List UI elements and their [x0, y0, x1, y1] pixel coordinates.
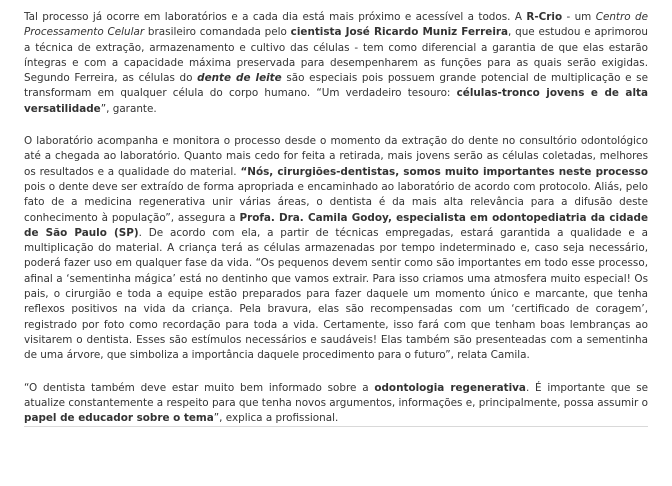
bottom-divider — [24, 426, 648, 427]
lab-name: R-Crio — [526, 11, 563, 23]
lab-description: Centro de Processamento Celular — [24, 11, 648, 39]
scientist-name: cientista José Ricardo Muniz Ferreira — [290, 26, 509, 39]
emphasis-educator-role: papel de educador sobre o tema — [24, 412, 214, 425]
emphasis-stem-cells: células-tronco jovens e de alta versatilidade — [24, 87, 648, 115]
paragraph-1: Tal processo já ocorre em laboratórios e a cada dia está mais próximo e acessível a todos. A R-Crio - um Centro de Processamento Celular brasileiro comandada pelo cientista José Ricardo Muniz Ferreira, que estudou e aprimorou a técnica de extração, armazenamento e cultivo das células - tem como diferencial a garantia de que elas estarão íntegras e com a capacidade máxima preservada para desempenharem as funções para as quais serão exigidas. Segundo Ferreira, as células do dente de leite são especiais pois possuem grande potencial de multiplicação e se transformam em qualquer célula do corpo humano. “Um verdadeiro tesouro: células-tronco jovens e de alta versatilidade”, garante. — [24, 11, 648, 115]
paragraph-2: O laboratório acompanha e monitora o processo desde o momento da extração do dente no consultório odontológico até a chegada ao laboratório. Quanto mais cedo for feita a retirada, mais jovens serão as células coletadas, melhores os resultados e a qualidade do material. “Nós, cirurgiões-dentistas, somos muito importantes neste processo pois o dente deve ser extraído de forma apropriada e encaminhado ao laboratório de acordo com protocolo. Aliás, pelo fato de a medicina regenerativa unir várias áreas, o dentista é da mais alta relevância para a difusão deste conhecimento à população”, assegura a Profa. Dra. Camila Godoy, especialista em odontopediatria da cidade de São Paulo (SP). De acordo com ela, a partir de técnicas empregadas, estará garantida a qualidade e a multiplicação do material. A criança terá as células armazenadas por tempo indeterminado e, caso seja necessário, poderá fazer uso em qualquer fase da vida. “Os pequenos devem sentir como são importantes em todo esse processo, afinal a ‘sementinha mágica’ está no dentinho que vamos extrair. Para isso criamos uma atmosfera muito especial! Os pais, o cirurgião e toda a equipe estão preparados para fazer daquele um momento único e marcante, que tenha reflexos positivos na vida da criança. Pela bravura, elas são recompensadas com um ‘certificado de coragem’, registrado por foto como recordação para toda a vida. Certamente, isso fará com que tenham boas lembranças ao visitarem o dentista. Esses são estímulos necessários e saudáveis! Elas também são presenteadas com a sementinha de uma árvore, que simboliza a importância daquele procedimento para o futuro”, relata Camila. — [24, 135, 649, 362]
paragraph-3: “O dentista também deve estar muito bem informado sobre a odontologia regenerativa. É importante que se atualize constantemente a respeito para que tenha novos argumentos, informações e, principalmente, possa assumir o papel de educador sobre o tema”, explica a profissional. — [24, 381, 649, 425]
emphasis-regenerative-dentistry: odontologia regenerativa — [374, 381, 526, 394]
specialist-name: Profa. Dra. Camila Godoy, especialista em odontopediatria da cidade de São Paulo (SP) — [24, 211, 649, 239]
emphasis-baby-tooth: dente de leite — [197, 72, 282, 85]
article-body — [24, 10, 648, 426]
quote-surgeons: “Nós, cirurgiões-dentistas, somos muito importantes neste processo — [240, 165, 648, 178]
